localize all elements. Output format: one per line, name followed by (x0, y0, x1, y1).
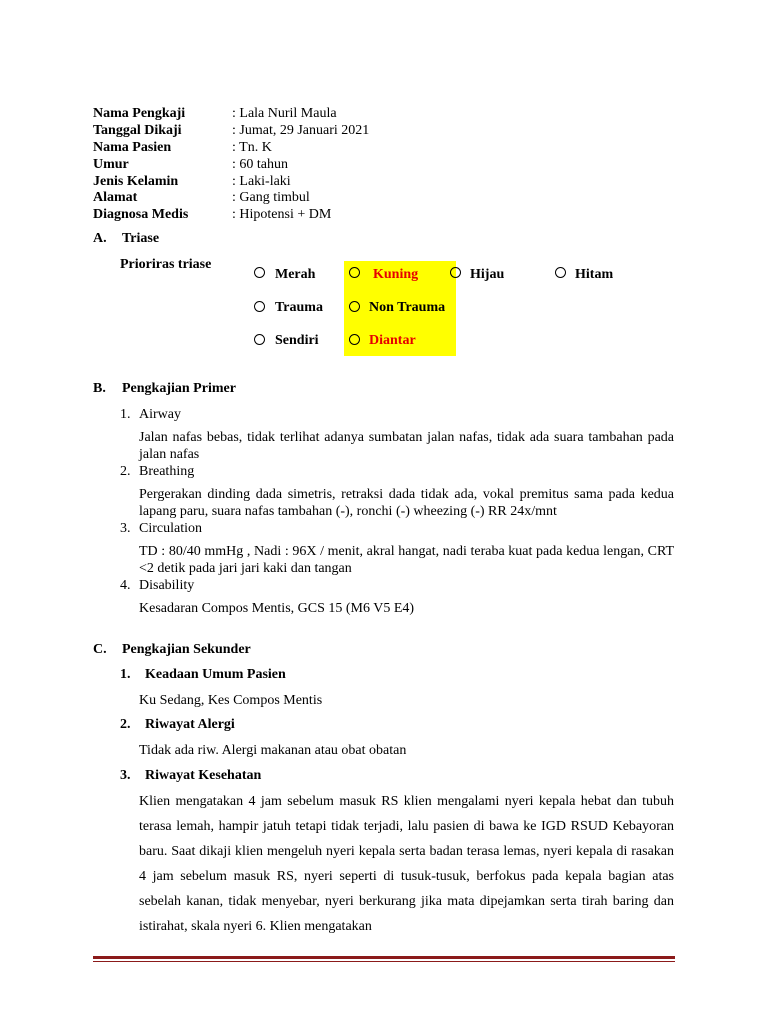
identity-label: Alamat (93, 190, 138, 205)
option-merah-label: Merah (275, 267, 316, 282)
option-hijau-label: Hijau (470, 267, 505, 282)
radio-kuning[interactable] (349, 267, 360, 278)
identity-value: : Gang timbul (232, 190, 310, 205)
riwayat-kesehatan-title: Riwayat Kesehatan (145, 768, 262, 783)
section-b-title: Pengkajian Primer (122, 381, 236, 396)
radio-hijau[interactable] (450, 267, 461, 278)
radio-non-trauma[interactable] (349, 301, 360, 312)
list-number: 3. (120, 768, 131, 783)
section-b-letter: B. (93, 381, 106, 396)
keadaan-umum-text: Ku Sedang, Kes Compos Mentis (139, 693, 323, 708)
option-sendiri-label: Sendiri (275, 333, 319, 348)
list-number: 1. (120, 667, 131, 682)
keadaan-umum-title: Keadaan Umum Pasien (145, 667, 286, 682)
radio-merah[interactable] (254, 267, 265, 278)
section-c-title: Pengkajian Sekunder (122, 642, 251, 657)
disability-text: Kesadaran Compos Mentis, GCS 15 (M6 V5 E4) (139, 601, 415, 616)
identity-value: : Laki-laki (232, 174, 291, 189)
footer-rule (93, 956, 675, 959)
triage-priority-label: Prioriras triase (120, 257, 212, 272)
airway-text: Jalan nafas bebas, tidak terlihat adanya sumbatan jalan nafas, tidak ada suara tambahan pada jalan nafas (139, 430, 674, 462)
airway-title: Airway (139, 407, 181, 422)
identity-value: : 60 tahun (232, 157, 288, 172)
section-a-letter: A. (93, 231, 107, 246)
circulation-text: TD : 80/40 mmHg , Nadi : 96X / menit, akral hangat, nadi teraba kuat pada kedua lengan, CRT <2 detik pada jari jari kaki dan tangan (139, 544, 674, 576)
option-trauma-label: Trauma (275, 300, 323, 315)
identity-value: : Tn. K (232, 140, 272, 155)
breathing-text: Pergerakan dinding dada simetris, retraksi dada tidak ada, vokal premitus sama pada kedua lapang paru, suara nafas tambahan (-), ronchi (-) wheezing (-) RR 24x/mnt (139, 487, 674, 519)
list-number: 2. (120, 464, 131, 479)
identity-label: Jenis Kelamin (93, 174, 179, 189)
radio-trauma[interactable] (254, 301, 265, 312)
radio-diantar[interactable] (349, 334, 360, 345)
option-hitam-label: Hitam (575, 267, 614, 282)
option-diantar-label: Diantar (369, 333, 416, 348)
section-c-letter: C. (93, 642, 107, 657)
identity-value: : Jumat, 29 Januari 2021 (232, 123, 370, 138)
riwayat-alergi-title: Riwayat Alergi (145, 717, 235, 732)
identity-label: Nama Pengkaji (93, 106, 186, 121)
disability-title: Disability (139, 578, 195, 593)
identity-value: : Lala Nuril Maula (232, 106, 337, 121)
radio-sendiri[interactable] (254, 334, 265, 345)
option-kuning-label: Kuning (373, 267, 419, 282)
list-number: 2. (120, 717, 131, 732)
footer-rule-thin (93, 961, 675, 962)
identity-value: : Hipotensi + DM (232, 207, 332, 222)
option-non-trauma-label: Non Trauma (369, 300, 446, 315)
radio-hitam[interactable] (555, 267, 566, 278)
identity-label: Umur (93, 157, 129, 172)
identity-label: Diagnosa Medis (93, 207, 189, 222)
riwayat-kesehatan-text: Klien mengatakan 4 jam sebelum masuk RS klien mengalami nyeri kepala hebat dan tubuh terasa lemah, hampir jatuh tetapi tidak terjadi, lalu pasien di bawa ke IGD RSUD Kebayoran baru. Saat dikaji klien mengeluh nyeri kepala serta badan terasa lemas, nyeri kepala di rasakan 4 jam sebelum masuk RS, nyeri seperti di tusuk-tusuk, berfokus pada kepala bagian atas sebelah kanan, tidak menyebar, nyeri berkurang jika mata dipejamkan serta tirah baring dan istirahat, skala nyeri 6. Klien mengatakan (139, 794, 674, 934)
identity-label: Tanggal Dikaji (93, 123, 182, 138)
breathing-title: Breathing (139, 464, 195, 479)
riwayat-alergi-text: Tidak ada riw. Alergi makanan atau obat obatan (139, 743, 407, 758)
identity-label: Nama Pasien (93, 140, 172, 155)
list-number: 3. (120, 521, 131, 536)
section-a-title: Triase (122, 231, 160, 246)
circulation-title: Circulation (139, 521, 202, 536)
list-number: 4. (120, 578, 131, 593)
list-number: 1. (120, 407, 131, 422)
